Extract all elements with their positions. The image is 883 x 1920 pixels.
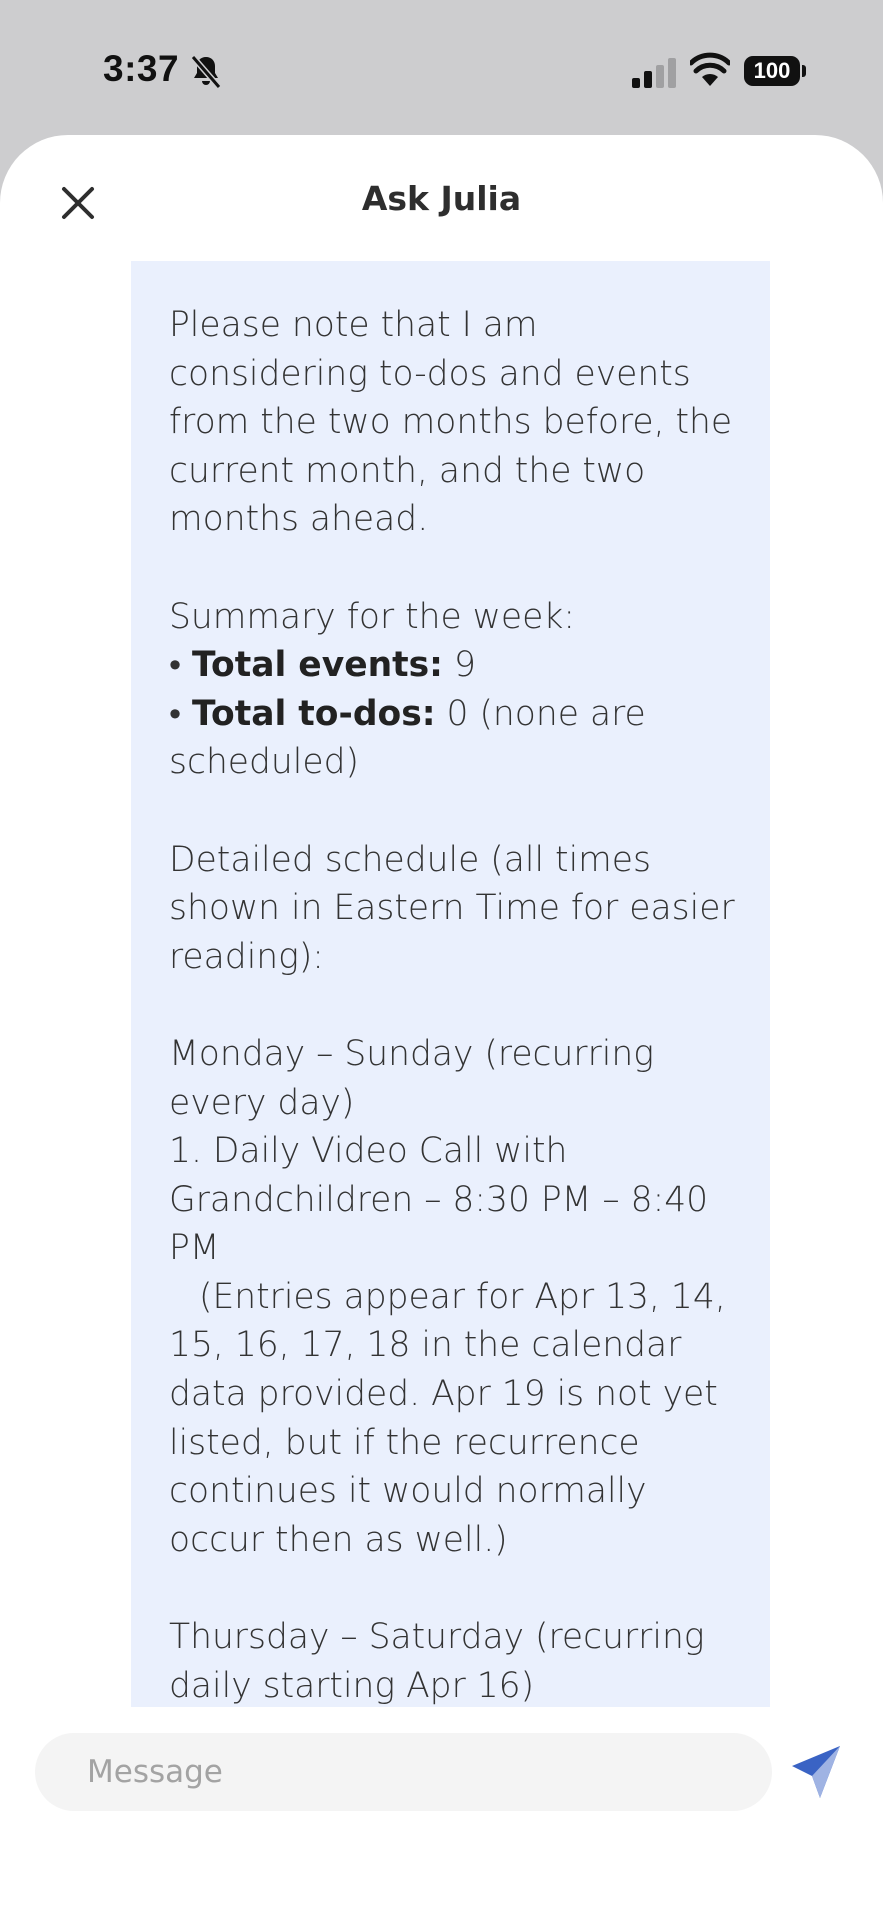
message-composer <box>0 1707 883 1920</box>
section-heading: Thursday – Saturday (recurring daily starting Apr 16) <box>169 1617 705 1706</box>
section-heading: Monday – Sunday (recurring every day) <box>169 1033 654 1123</box>
message-intro: Please note that I am considering to-dos and events from the two months before, the current month, and the two months ahead. <box>169 305 733 540</box>
cellular-signal-icon <box>632 58 676 88</box>
summary-heading: Summary for the week: <box>169 596 575 637</box>
page-title: Ask Julia <box>361 179 522 218</box>
status-bar <box>0 0 883 135</box>
total-todos-value: 0 (none are scheduled) <box>169 693 646 783</box>
send-icon[interactable] <box>790 1744 842 1800</box>
schedule-item: 1. Daily Video Call with Grandchildren – 8:30 PM – 8:40 PM <box>169 1131 709 1269</box>
chat-area[interactable] <box>0 261 883 1707</box>
assistant-message-bubble <box>131 261 770 1707</box>
chat-sheet <box>0 135 883 1920</box>
summary-total-events: • Total events: 9 <box>169 645 476 686</box>
schedule-note: (Entries appear for Apr 13, 14, 15, 16, 17, 18 in the calendar data provided. Apr 19 is not yet listed, but if the recurrence continues it would normally occur then as well.) <box>169 1276 726 1560</box>
wifi-icon <box>690 52 730 86</box>
total-events-value: 9 <box>453 645 476 686</box>
sheet-header <box>0 135 883 260</box>
battery-indicator: 100 <box>744 56 800 86</box>
total-events-label: Total events: <box>192 645 443 686</box>
status-time: 3:37 <box>103 48 180 89</box>
bell-off-icon <box>190 54 222 90</box>
battery-tip <box>802 65 806 77</box>
schedule-heading: Detailed schedule (all times shown in Eastern Time for easier reading): <box>169 839 735 977</box>
total-todos-label: Total to-dos: <box>192 693 436 734</box>
summary-total-todos: • Total to-dos: 0 (none are scheduled) <box>169 693 646 783</box>
message-input[interactable] <box>35 1733 772 1811</box>
